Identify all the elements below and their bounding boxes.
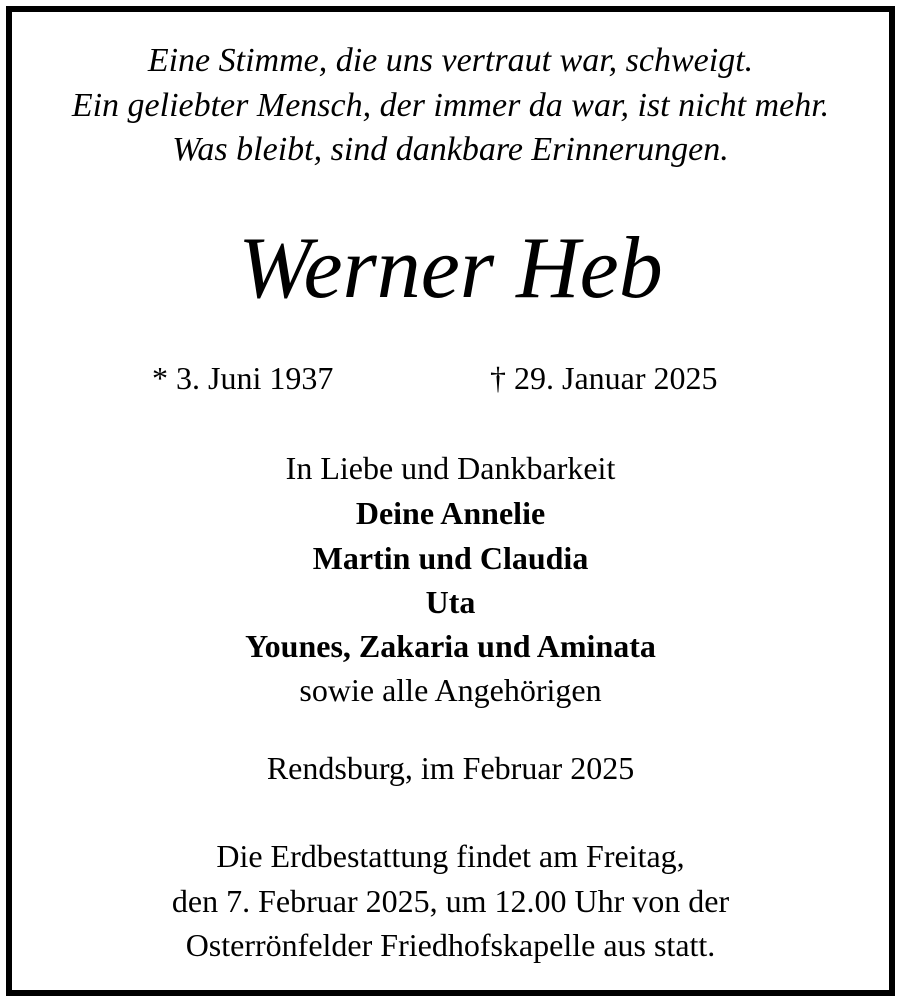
funeral-line-1: Die Erdbestattung findet am Freitag, (216, 838, 685, 874)
mourner-name: Uta (425, 584, 476, 620)
mourners-closing: sowie alle Angehörigen (299, 672, 602, 708)
death-date: † 29. Januar 2025 (490, 360, 718, 396)
mourners-intro: In Liebe und Dankbarkeit (285, 450, 616, 486)
deceased-name: Werner Heb (238, 220, 663, 317)
motto-line-2: Ein geliebter Mensch, der immer da war, ist nicht mehr. (71, 87, 830, 124)
motto-line-3: Was bleibt, sind dankbare Erinnerungen. (172, 131, 729, 168)
birth-date: * 3. Juni 1937 (152, 360, 334, 396)
mourner-name: Deine Annelie (355, 495, 546, 531)
motto-line-1: Eine Stimme, die uns vertraut war, schweigt. (147, 42, 754, 79)
place-date: Rendsburg, im Februar 2025 (266, 750, 635, 786)
mourner-name: Younes, Zakaria und Aminata (245, 628, 656, 664)
funeral-line-3: Osterrönfelder Friedhofskapelle aus statt. (185, 927, 716, 963)
funeral-line-2: den 7. Februar 2025, um 12.00 Uhr von der (171, 883, 730, 919)
mourner-name: Martin und Claudia (312, 540, 589, 576)
